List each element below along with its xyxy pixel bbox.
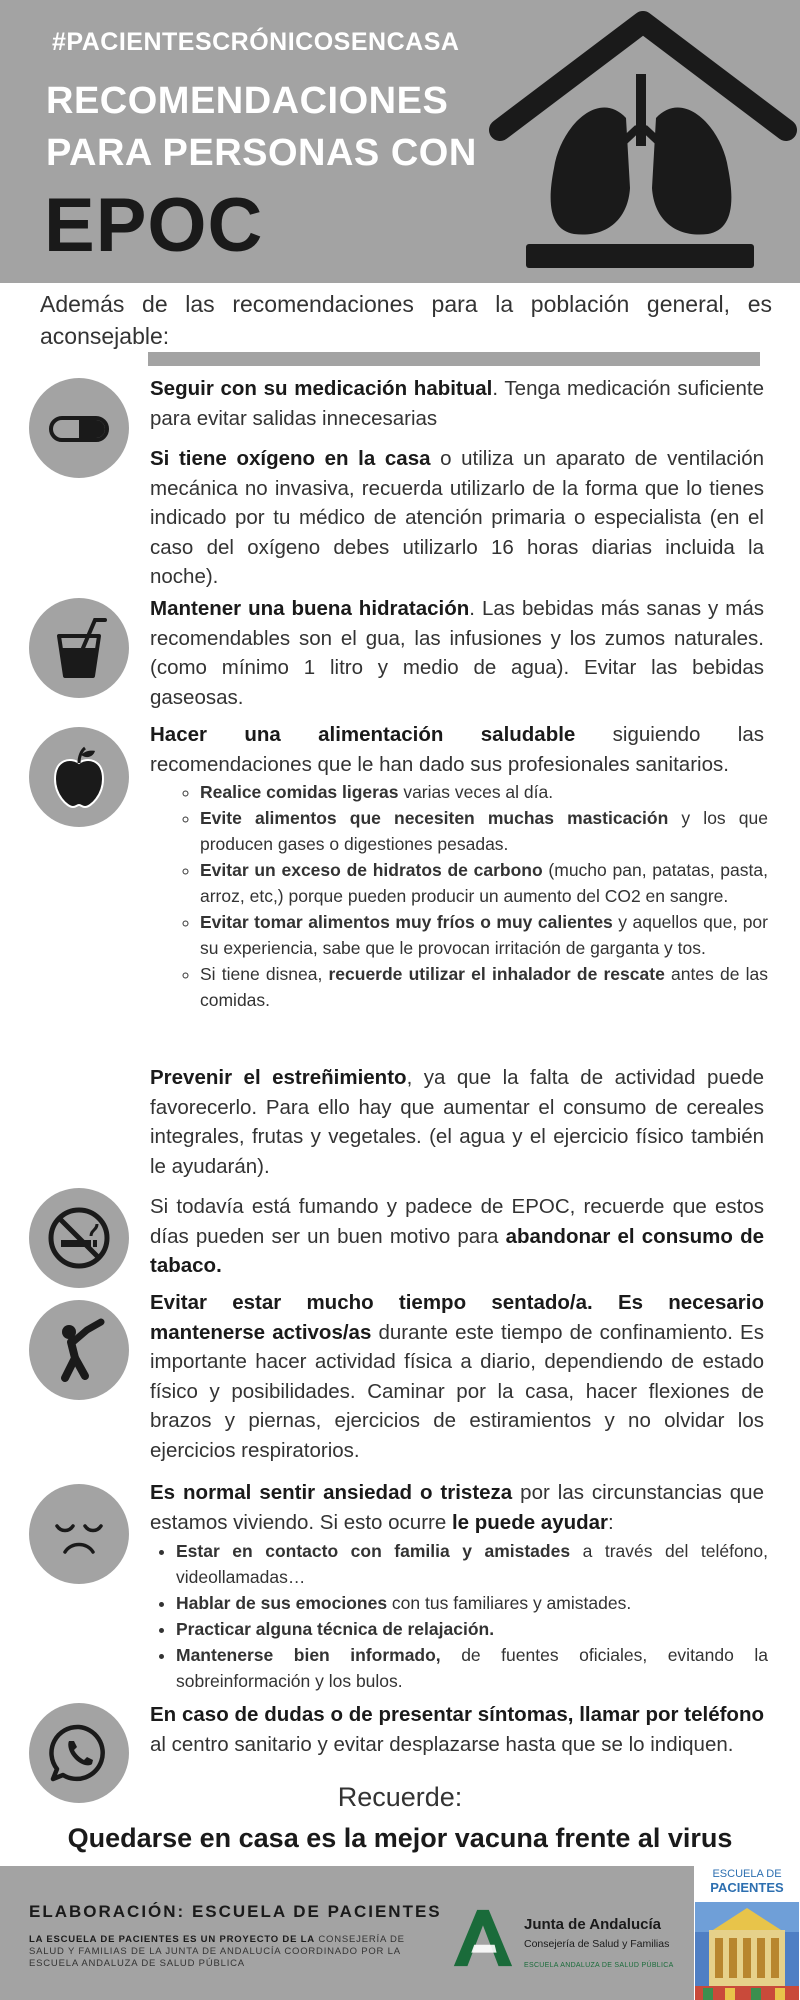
food-bold: Hacer una alimentación saludable [150, 723, 576, 746]
smoking-text [150, 1192, 764, 1281]
pill-icon-circle [29, 378, 129, 478]
medication-rest: . Tenga medicación suficiente para evitar salidas innecesarias [150, 377, 764, 430]
food-item: ◦ Si tiene disnea, recuerde utilizar el inhalador de rescate antes de las comidas. [200, 961, 768, 1013]
no-smoking-icon-circle [29, 1188, 129, 1288]
title-line-1: RECOMENDACIONES [46, 80, 449, 122]
food-item: ◦ Realice comidas ligeras varias veces al día. [200, 779, 768, 805]
smoking-rest: Si todavía está fumando y padece de EPOC, recuerde que estos días pueden ser un buen motivo para [150, 1195, 764, 1248]
constipation-bold: Prevenir el estreñimiento [150, 1066, 407, 1089]
junta-name: Junta de Andalucía [524, 1916, 661, 1933]
food-item: ◦ Evite alimentos que necesiten muchas masticación y los que producen gases o digestiones pesadas. [200, 805, 768, 857]
title-line-2: PARA PERSONAS CON [46, 132, 477, 174]
junta-consejeria: Consejería de Salud y Familias [524, 1938, 670, 1950]
building-illustration-icon [695, 1902, 799, 2000]
recuerde-heading: Recuerde: [337, 1782, 463, 1812]
drink-icon-circle [29, 598, 129, 698]
anxiety-bold: Es normal sentir ansiedad o tristeza [150, 1481, 513, 1504]
whatsapp-icon [47, 1721, 111, 1785]
anxiety-rest: por las circunstancias que estamos viviendo. Si esto ocurre [150, 1481, 764, 1534]
sad-face-icon-circle [29, 1484, 129, 1584]
footer-sub-bold: LA ESCUELA DE PACIENTES ES UN PROYECTO DE LA [29, 1934, 315, 1945]
smoking-bold: abandonar el consumo de tabaco. [150, 1224, 764, 1277]
apple-icon [47, 745, 111, 809]
escuela-logo-line1: ESCUELA DE [712, 1868, 782, 1880]
oxygen-bold: Si tiene oxígeno en la casa [150, 447, 431, 470]
junta-escuela: ESCUELA ANDALUZA DE SALUD PÚBLICA [524, 1962, 674, 1969]
phone-text [150, 1700, 764, 1759]
apple-icon-circle [29, 727, 129, 827]
food-rest: siguiendo las recomendaciones que le han dado sus profesionales sanitarios. [150, 723, 764, 776]
activity-text [150, 1288, 764, 1465]
activity-rest: durante este tiempo de confinamiento. Es importante hacer actividad física a diario, dependiendo de estado físico y posibilidades. Caminar por la casa, hacer flexiones de brazos y piernas, ejercicios de estiramientos y no olvidar los ejercicios respiratorios. [150, 1320, 764, 1462]
footer-sub-rest: CONSEJERÍA DE SALUD Y FAMILIAS DE LA JUNTA DE ANDALUCÍA COORDINADO POR LA ESCUELA ANDALUZA DE SALUD PÚBLICA [29, 1934, 405, 1969]
divider-bar [148, 352, 760, 366]
hashtag: #PACIENTESCRÓNICOSENCASA [52, 28, 460, 56]
anxiety-item: • Hablar de sus emociones con tus familiares y amistades. [176, 1590, 768, 1616]
food-item: ◦ Evitar un exceso de hidratos de carbono (mucho pan, patatas, pasta, arroz, etc,) porque pueden producir un aumento del CO2 en sangre. [200, 857, 768, 909]
header [0, 0, 800, 283]
anxiety-rest2: : [608, 1510, 614, 1534]
medication-bold: Seguir con su medicación habitual [150, 377, 493, 400]
no-smoking-icon [47, 1206, 111, 1270]
footer-subtitle [29, 1934, 419, 1970]
anxiety-item: • Practicar alguna técnica de relajación. [176, 1616, 768, 1642]
escuela-pacientes-logo [694, 1866, 800, 2000]
phone-bold: En caso de dudas o de presentar síntomas, llamar por teléfono [150, 1703, 764, 1726]
medication-text [150, 374, 764, 433]
oxygen-text [150, 444, 764, 592]
activity-bold: Evitar estar mucho tiempo sentado/a. Es necesario mantenerse activos/as [150, 1291, 764, 1344]
phone-rest: al centro sanitario y evitar desplazarse hasta que se lo indiquen. [150, 1732, 734, 1756]
food-item: ◦ Evitar tomar alimentos muy fríos o muy calientes y aquellos que, por su experiencia, sabe que le provocan irritación de garganta y tos. [200, 909, 768, 961]
hydration-bold: Mantener una buena hidratación [150, 597, 470, 620]
constipation-rest: , ya que la falta de actividad puede favorecerlo. Para ello hay que aumentar el consumo de cereales integrales, frutas y vegetales. (el agua y el ejercicio físico también le ayudarán). [150, 1066, 764, 1178]
intro-text: Además de las recomendaciones para la población general, es aconsejable: [40, 291, 772, 349]
title-epoc: EPOC [44, 183, 264, 268]
hydration-text [150, 594, 764, 712]
escuela-logo-line2: PACIENTES [710, 1880, 784, 1895]
food-text [150, 720, 764, 779]
anxiety-item: • Mantenerse bien informado, de fuentes oficiales, evitando la sobreinformación y los bulos. [176, 1642, 768, 1694]
exercise-icon-circle [29, 1300, 129, 1400]
hydration-rest: . Las bebidas más sanas y más recomendables son el gua, las infusiones y los zumos naturales. (como mínimo 1 litro y medio de agua). Evitar las bebidas gaseosas. [150, 597, 764, 709]
anxiety-text [150, 1478, 764, 1537]
sad-face-icon [47, 1502, 111, 1566]
slogan: Quedarse en casa es la mejor vacuna frente al virus [67, 1823, 733, 1853]
anxiety-item: • Estar en contacto con familia y amistades a través del teléfono, videollamadas… [176, 1538, 768, 1590]
junta-a-icon [448, 1904, 516, 1972]
anxiety-list [150, 1538, 768, 1694]
junta-logo [448, 1904, 688, 1974]
constipation-text [150, 1063, 764, 1181]
food-list [150, 779, 768, 1013]
anxiety-bold2: le puede ayudar [451, 1510, 609, 1534]
exercise-icon [47, 1318, 111, 1382]
drink-icon [47, 616, 111, 680]
house-lungs-icon [488, 8, 798, 280]
oxygen-rest: o utiliza un aparato de ventilación mecánica no invasiva, recuerda utilizarlo de la forma que lo tienes indicado por tu médico de atención primaria o especialista (en el caso del oxígeno debes utilizarlo 16 horas diarias incluida la noche). [150, 447, 764, 588]
footer [0, 1866, 800, 2000]
footer-title: ELABORACIÓN: ESCUELA DE PACIENTES [29, 1902, 442, 1921]
pill-icon [47, 396, 111, 460]
